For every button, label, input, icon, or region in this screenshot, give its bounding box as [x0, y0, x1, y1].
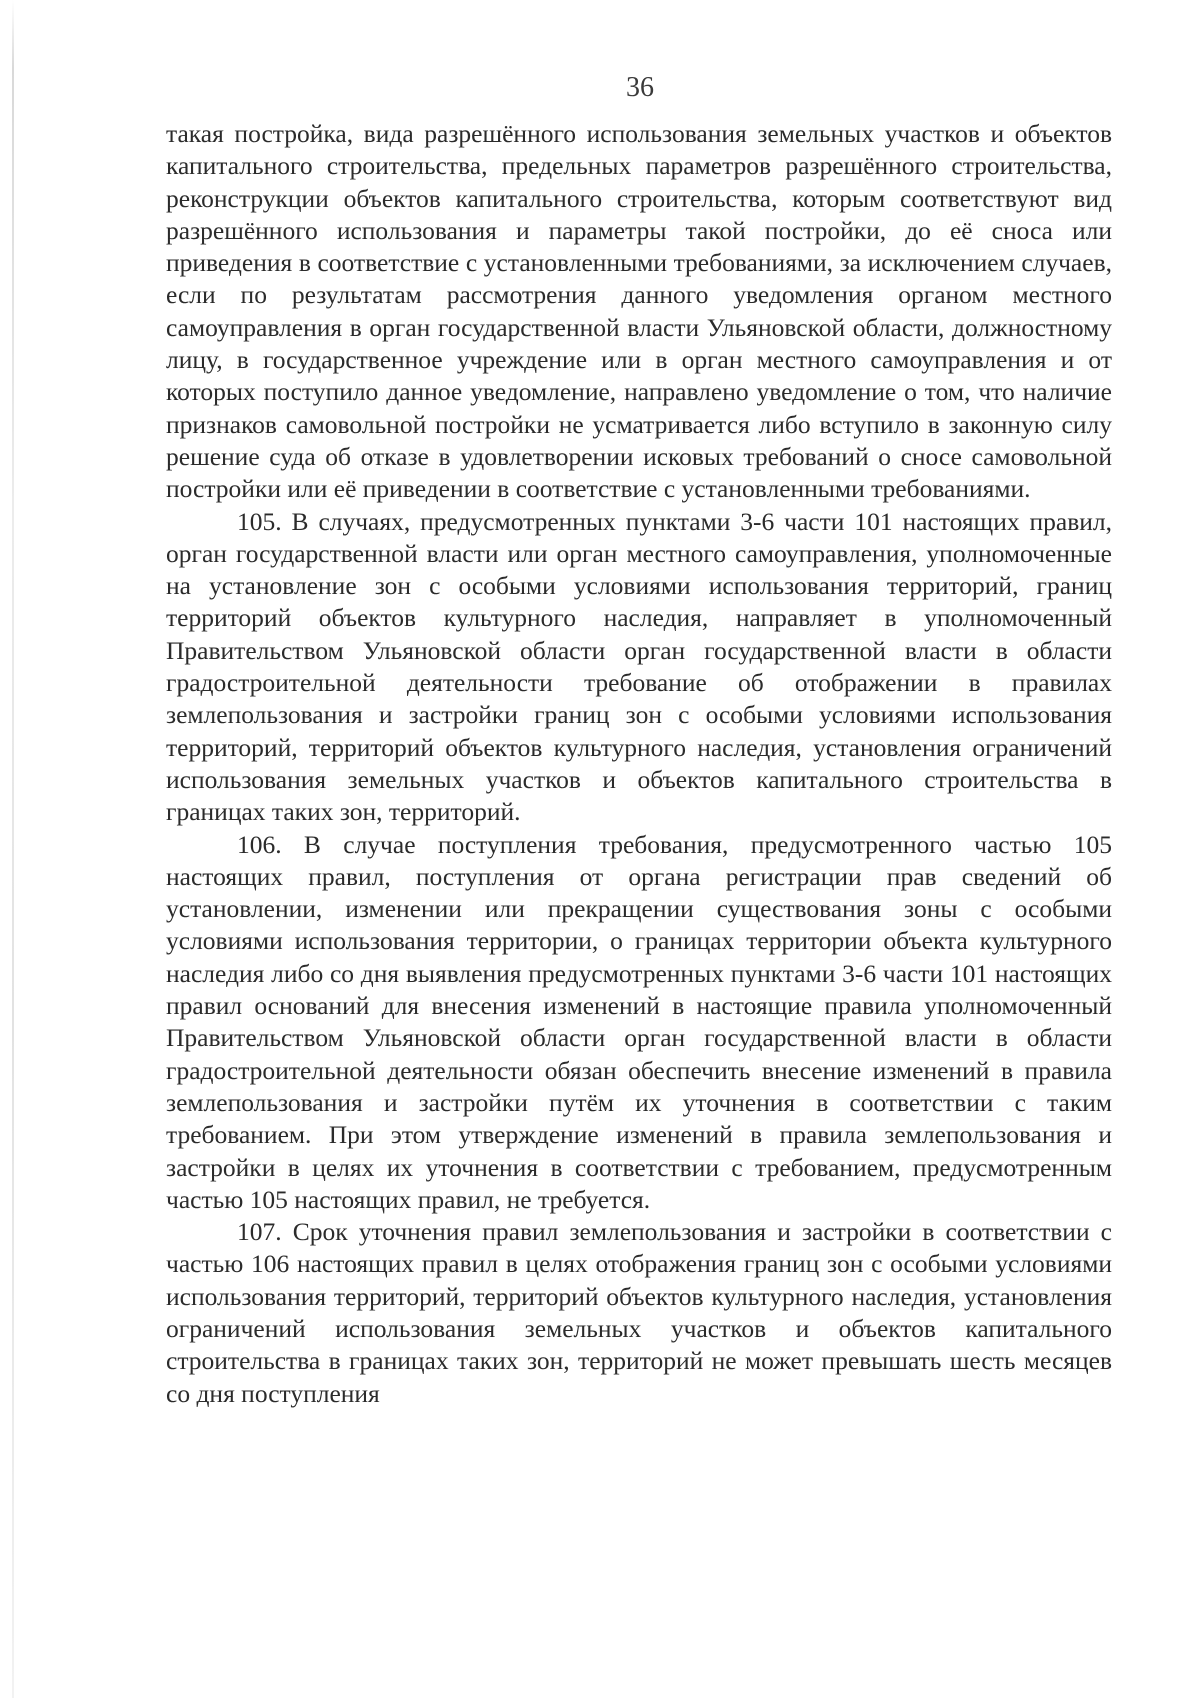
scan-edge-shadow	[12, 0, 14, 1698]
paragraph-107: 107. Срок уточнения правил землепользования и застройки в соответствии с частью 106 настоящих правил в целях отображения границ зон с особыми условиями использования территорий, территорий объектов культурного наследия, установления ограничений использования земельных участков и объектов капитального строительства в границах таких зон, территорий не может превышать шесть месяцев со дня поступления	[166, 1217, 1112, 1408]
document-body	[166, 118, 1112, 1410]
paragraph-105: 105. В случаях, предусмотренных пунктами 3-6 части 101 настоящих правил, орган государственной власти или орган местного самоуправления, уполномоченные на установление зон с особыми условиями использования территорий, границ территорий объектов культурного наследия, направляет в уполномоченный Правительством Ульяновской области орган государственной власти в области градостроительной деятельности требование об отображении в правилах землепользования и застройки границ зон с особыми условиями использования территорий, территорий объектов культурного наследия, установления ограничений использования земельных участков и объектов капитального строительства в границах таких зон, территорий.	[166, 506, 1112, 827]
paragraph-106: 106. В случае поступления требования, предусмотренного частью 105 настоящих правил, поступления от органа регистрации прав сведений об установлении, изменении или прекращении существования зоны с особыми условиями использования территории, о границах территории объекта культурного наследия либо со дня выявления предусмотренных пунктами 3-6 части 101 настоящих правил оснований для внесения изменений в настоящие правила уполномоченный Правительством Ульяновской области орган государственной власти в области градостроительной деятельности обязан обеспечить внесение изменений в правила землепользования и застройки путём их уточнения в соответствии с таким требованием. При этом утверждение изменений в правила землепользования и застройки в целях их уточнения в соответствии с требованием, предусмотренным частью 105 настоящих правил, не требуется.	[166, 829, 1112, 1214]
paragraph-continuation: такая постройка, вида разрешённого использования земельных участков и объектов капитального строительства, предельных параметров разрешённого строительства, реконструкции объектов капитального строительства, которым соответствуют вид разрешённого использования и параметры такой постройки, до её сноса или приведения в соответствие с установленными требованиями, за исключением случаев, если по результатам рассмотрения данного уведомления органом местного самоуправления в орган государственной власти Ульяновской области, должностному лицу, в государственное учреждение или в орган местного самоуправления и от которых поступило данное уведомление, направлено уведомление о том, что наличие признаков самовольной постройки не усматривается либо вступило в законную силу решение суда об отказе в удовлетворении исковых требований о сносе самовольной постройки или её приведении в соответствие с установленными требованиями.	[166, 119, 1112, 504]
page-number: 36	[626, 72, 654, 103]
